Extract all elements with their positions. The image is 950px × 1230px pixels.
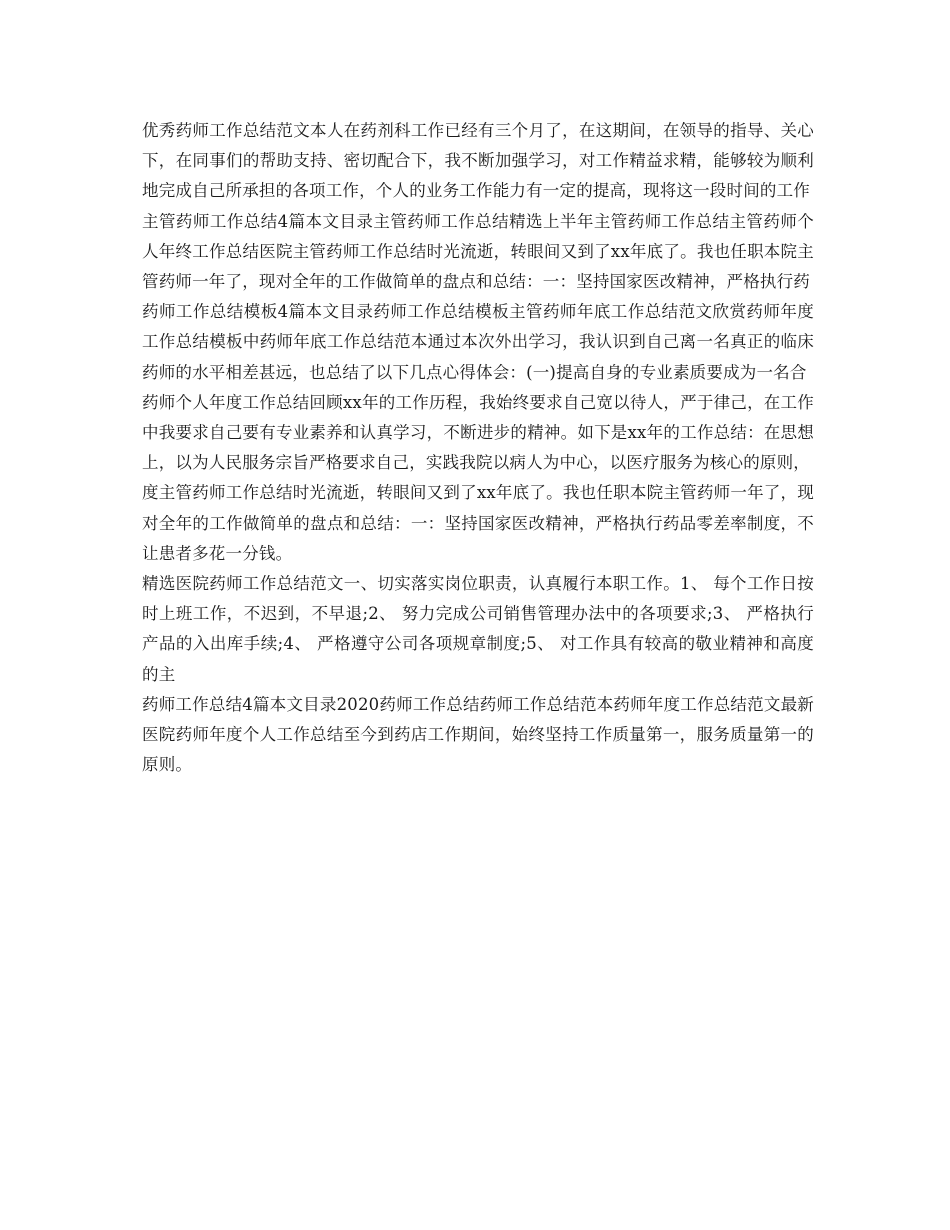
- paragraph-1: 优秀药师工作总结范文本人在药剂科工作已经有三个月了，在这期间，在领导的指导、关心下，在同事们的帮助支持、密切配合下，我不断加强学习，对工作精益求精，能够较为顺利地完成自己所承担的各项工作，个人的业务工作能力有一定的提高，现将这一段时间的工作: [142, 121, 814, 201]
- paragraph-7: 药师工作总结4篇本文目录2020药师工作总结药师工作总结范本药师年度工作总结范文最新医院药师年度个人工作总结至今到药店工作期间，始终坚持工作质量第一，服务质量第一的原则。: [142, 694, 814, 775]
- paragraph-2: 主管药师工作总结4篇本文目录主管药师工作总结精选上半年主管药师工作总结主管药师个人年终工作总结医院主管药师工作总结时光流逝，转眼间又到了xx年底了。我也任职本院主管药师一年了，现对全年的工作做简单的盘点和总结：一：坚持国家医改精神，严格执行药: [142, 211, 814, 292]
- paragraph-3: 药师工作总结模板4篇本文目录药师工作总结模板主管药师年底工作总结范文欣赏药师年度工作总结模板中药师年底工作总结范本通过本次外出学习，我认识到自己离一名真正的临床药师的水平相差甚远，也总结了以下几点心得体会：(一)提高自身的专业素质要成为一名合: [142, 302, 814, 382]
- paragraph-4: 药师个人年度工作总结回顾xx年的工作历程，我始终要求自己宽以待人，严于律己，在工作中我要求自己要有专业素养和认真学习，不断进步的精神。如下是xx年的工作总结：在思想上，以为人民服务宗旨严格要求自己，实践我院以病人为中心，以医疗服务为核心的原则，: [142, 392, 814, 473]
- document-page: [142, 116, 814, 780]
- paragraph-5: 度主管药师工作总结时光流逝，转眼间又到了xx年底了。我也任职本院主管药师一年了，现对全年的工作做简单的盘点和总结：一：坚持国家医改精神，严格执行药品零差率制度，不让患者多花一分钱。: [142, 483, 814, 563]
- paragraph-6: 精选医院药师工作总结范文一、切实落实岗位职责，认真履行本职工作。1、 每个工作日按时上班工作，不迟到，不早退;2、 努力完成公司销售管理办法中的各项要求;3、 严格执行产品的入出库手续;4、 严格遵守公司各项规章制度;5、 对工作具有较高的敬业精神和高度的主: [142, 574, 814, 684]
